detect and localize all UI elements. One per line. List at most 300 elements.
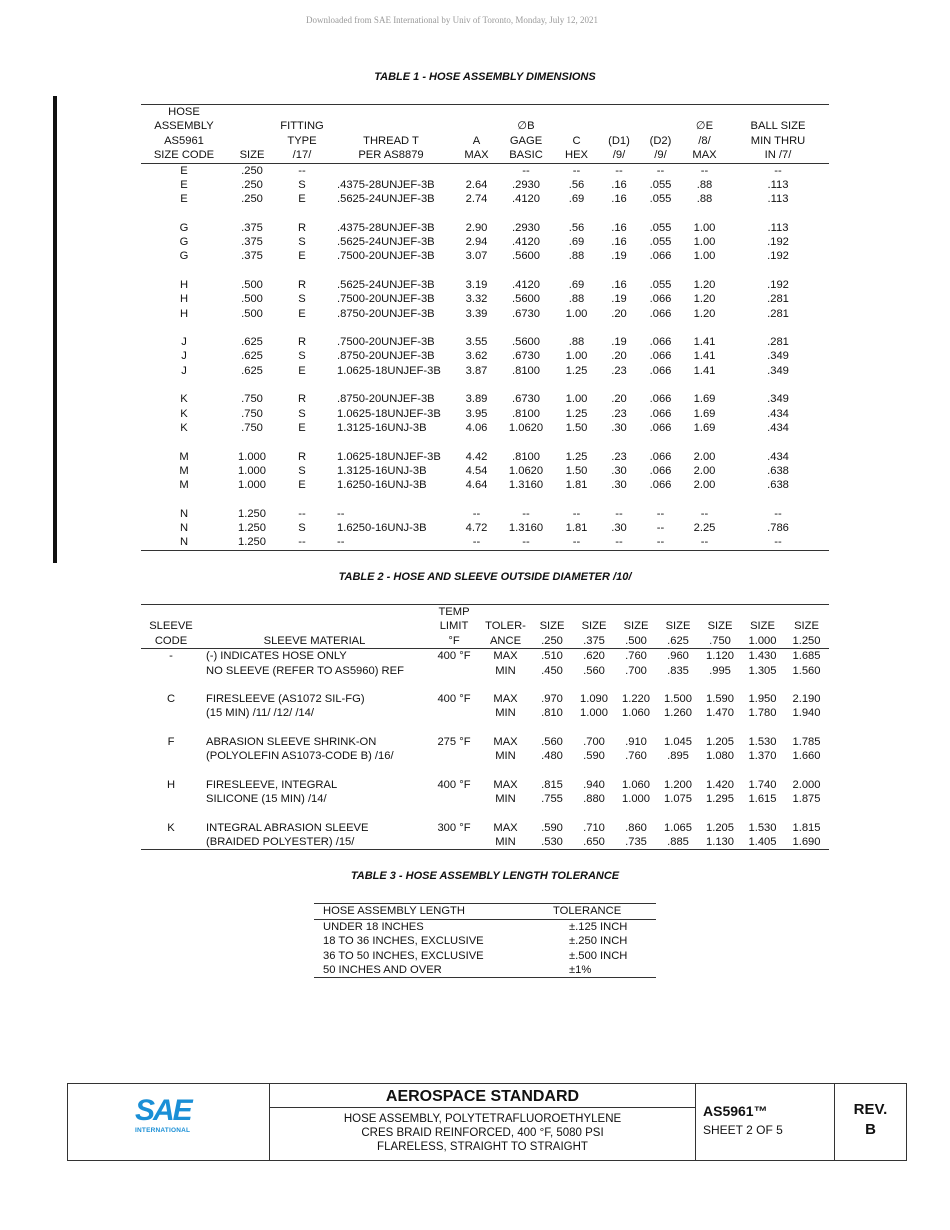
table-cell: .066 — [649, 250, 672, 263]
table-cell: .940 — [583, 778, 605, 791]
table-cell: -- — [615, 164, 623, 177]
table-cell: MIN — [495, 750, 516, 763]
sheet-number: SHEET 2 OF 5 — [703, 1123, 783, 1137]
table-row — [141, 292, 829, 306]
table-cell: 1.41 — [693, 336, 716, 349]
table-cell: R — [297, 450, 307, 463]
column-header-line: HOSE — [168, 106, 200, 118]
column-header-line: SIZE — [623, 620, 649, 633]
table-row — [141, 792, 829, 806]
table-cell: 1.250 — [238, 507, 266, 520]
table-cell: 1.69 — [693, 393, 716, 406]
table-row — [314, 934, 656, 948]
group-spacer — [141, 435, 829, 449]
table-cell: 1.205 — [706, 821, 734, 834]
table-cell: S — [298, 350, 306, 363]
table-cell: .066 — [649, 450, 672, 463]
table-cell: .835 — [667, 664, 689, 677]
table-cell: 1.470 — [706, 707, 734, 720]
table-cell: 1.3160 — [508, 479, 544, 492]
table-cell: 1.660 — [792, 750, 821, 763]
table-row — [141, 521, 829, 535]
table-row — [141, 664, 829, 678]
table1-title: TABLE 1 - HOSE ASSEMBLY DIMENSIONS — [374, 71, 596, 83]
table-row — [141, 649, 829, 664]
table-cell: .530 — [541, 836, 563, 849]
group-spacer — [141, 264, 829, 278]
table-cell: .19 — [611, 336, 627, 349]
table-cell: .066 — [649, 421, 672, 434]
table-cell: E — [298, 250, 306, 263]
table-cell: 3.39 — [465, 307, 488, 320]
table-row — [141, 421, 829, 435]
table-cell: -- — [656, 522, 665, 535]
table-row — [141, 364, 829, 378]
column-header-line: C — [572, 134, 581, 147]
description-line: FLARELESS, STRAIGHT TO STRAIGHT — [377, 1141, 588, 1153]
column-header-line: .750 — [709, 634, 731, 647]
table-cell: FIRESLEEVE, INTEGRAL — [206, 778, 338, 791]
table-cell: .055 — [649, 236, 672, 249]
table-cell: 1.250 — [238, 522, 266, 535]
table-cell: .375 — [241, 236, 263, 249]
table-cell: .880 — [583, 793, 605, 806]
table-cell: 1.785 — [792, 736, 821, 748]
table-cell: .055 — [649, 178, 672, 191]
table-row — [141, 178, 829, 192]
table-cell: H — [179, 279, 189, 291]
table-cell — [327, 163, 455, 178]
table-cell: 1.045 — [664, 736, 692, 748]
table-row — [141, 249, 829, 263]
table-cell: 4.72 — [465, 522, 488, 535]
column-header-line: °F — [448, 634, 460, 647]
table-cell: M — [179, 464, 189, 477]
column-header-line: MIN THRU — [750, 134, 806, 147]
table-row — [141, 407, 829, 421]
column-header-line: TYPE — [287, 134, 317, 147]
table-cell: .192 — [767, 279, 789, 291]
table-cell: .500 — [241, 307, 263, 320]
column-header-line: /9/ — [612, 149, 626, 162]
table-cell: 1.41 — [693, 364, 716, 377]
table-cell: -- — [572, 536, 581, 549]
table-cell: .590 — [583, 750, 605, 763]
column-header-line: TOLER- — [485, 620, 526, 633]
table-cell: 1.0625-18UNJEF-3B — [337, 364, 441, 377]
table-cell: -- — [615, 536, 623, 549]
table-cell: E — [180, 193, 188, 206]
table-cell: 2.90 — [465, 221, 488, 234]
table-cell: R — [297, 221, 307, 234]
table-cell: .4375-28UNJEF-3B — [337, 221, 435, 234]
standard-description-cell — [270, 1084, 696, 1160]
table-cell: .625 — [241, 350, 263, 363]
table-cell: 1.685 — [792, 650, 821, 663]
table-cell: .375 — [241, 250, 263, 263]
table-cell: 2.25 — [693, 522, 716, 535]
column-header — [141, 605, 201, 649]
table-cell: S — [298, 178, 306, 191]
column-header-line: TEMP — [438, 606, 470, 618]
table-cell: -- — [656, 507, 665, 520]
table-cell: .281 — [767, 336, 789, 349]
table-cell: .23 — [611, 450, 627, 463]
column-header-line: SIZE — [794, 620, 819, 633]
table-cell: .281 — [767, 307, 789, 320]
table-cell: G — [179, 250, 189, 263]
table-cell: -- — [522, 536, 530, 549]
table-cell: 1.940 — [792, 707, 821, 720]
table-cell: .192 — [767, 236, 789, 249]
standard-description — [270, 1108, 695, 1154]
table-cell: MIN — [495, 793, 516, 806]
table-cell: .860 — [625, 821, 647, 834]
table-cell: MAX — [493, 821, 518, 834]
table-row — [141, 192, 829, 206]
column-header-line: /8/ — [698, 134, 711, 147]
column-header-line: ANCE — [489, 634, 522, 647]
table-row — [314, 920, 656, 935]
table-row — [141, 335, 829, 349]
column-header: TOLERANCE — [533, 904, 656, 920]
table-cell: .19 — [611, 293, 627, 306]
table-row — [141, 478, 829, 492]
table-cell: SILICONE (15 MIN) /14/ — [206, 793, 327, 806]
description-line: CRES BRAID REINFORCED, 400 °F, 5080 PSI — [361, 1127, 604, 1139]
table-row — [141, 349, 829, 363]
column-header: HOSE ASSEMBLY LENGTH — [314, 904, 533, 920]
table-cell: .750 — [241, 421, 263, 434]
column-header-line: ASSEMBLY — [154, 120, 214, 133]
column-header — [327, 105, 455, 164]
table-cell: ±1% — [569, 963, 592, 976]
table-cell: 1.0620 — [508, 421, 544, 434]
table-cell: 2.00 — [693, 464, 716, 477]
table-cell: 1.00 — [565, 393, 588, 406]
standard-type: AEROSPACE STANDARD — [270, 1084, 695, 1108]
table-cell: 1.6250-16UNJ-3B — [337, 479, 427, 492]
table-cell: -- — [700, 536, 709, 549]
table-cell: 1.250 — [238, 536, 266, 549]
table-row — [141, 392, 829, 406]
table-cell: .590 — [541, 821, 563, 834]
table-cell: 1.370 — [748, 750, 777, 763]
table-cell: 3.55 — [465, 336, 488, 349]
table-cell: .066 — [649, 336, 672, 349]
table-cell — [141, 835, 201, 850]
logo-cell — [68, 1084, 270, 1160]
table-cell: 3.87 — [465, 364, 488, 377]
table-cell: UNDER 18 INCHES — [323, 921, 424, 933]
column-header-line: .625 — [667, 634, 689, 647]
column-header — [141, 105, 227, 164]
group-spacer — [141, 764, 829, 778]
table-cell — [428, 835, 480, 850]
table-cell: 1.0620 — [508, 464, 544, 477]
table-cell: 1.00 — [693, 236, 716, 249]
table-cell: .815 — [541, 778, 563, 791]
table-cell: 1.00 — [693, 250, 716, 263]
table-cell: .20 — [611, 307, 627, 320]
table-cell: .4120 — [512, 279, 540, 291]
table-cell: -- — [298, 164, 306, 177]
table-cell: 1.065 — [664, 821, 692, 834]
table-cell: .700 — [583, 736, 605, 748]
table-cell: .995 — [709, 664, 731, 677]
table-cell: 1.00 — [565, 307, 588, 320]
table-cell: 2.00 — [693, 450, 716, 463]
table-cell: 3.07 — [465, 250, 488, 263]
column-header-line: LIMIT — [439, 620, 469, 633]
table-row — [141, 235, 829, 249]
table-cell: .066 — [649, 364, 672, 377]
table-cell: .055 — [649, 279, 672, 291]
table-row — [141, 692, 829, 706]
table-cell: .2930 — [512, 221, 540, 234]
title-block — [67, 1083, 907, 1161]
table-cell: 3.32 — [465, 293, 488, 306]
table-cell: 50 INCHES AND OVER — [323, 963, 442, 976]
table-cell: N — [179, 536, 189, 549]
table-cell: 400 °F — [437, 693, 471, 706]
table-cell: 2.64 — [465, 178, 488, 191]
table-cell: .066 — [649, 293, 672, 306]
table-cell: .755 — [541, 793, 563, 806]
table-cell: 1.590 — [706, 693, 734, 706]
table-cell: 1.00 — [693, 221, 716, 234]
table-cell: .760 — [625, 750, 647, 763]
table-cell: 2.000 — [792, 778, 821, 791]
table-cell: 3.89 — [465, 393, 488, 406]
hose-assembly-dimensions-table — [141, 104, 829, 551]
table-cell: ±.500 INCH — [569, 949, 628, 962]
table-cell: .786 — [767, 522, 789, 535]
table-cell: (POLYOLEFIN AS1073-CODE B) /16/ — [206, 750, 394, 763]
table-cell: 1.20 — [693, 279, 716, 291]
table-cell: 1.000 — [622, 793, 650, 806]
column-header — [573, 605, 615, 649]
table-cell: 1.090 — [580, 693, 608, 706]
table-cell: .16 — [611, 221, 627, 234]
table-cell: .113 — [767, 221, 789, 234]
table-cell: 3.19 — [465, 279, 488, 291]
table-cell: ±.125 INCH — [569, 921, 628, 933]
table-cell: MAX — [493, 693, 518, 706]
table-cell — [141, 706, 201, 720]
table-cell: .500 — [241, 279, 263, 291]
table-cell: -- — [572, 164, 581, 177]
table-cell: 1.530 — [748, 821, 777, 834]
table-cell: .970 — [541, 693, 563, 706]
column-header-line: MAX — [464, 149, 489, 162]
table-cell: .434 — [767, 407, 789, 420]
table-cell: .4120 — [512, 193, 540, 206]
table-cell: .69 — [568, 279, 585, 291]
column-header — [227, 105, 277, 164]
table-cell: 1.120 — [706, 650, 734, 663]
table-cell: .810 — [541, 707, 563, 720]
table-cell: .19 — [611, 250, 627, 263]
table-cell: 2.74 — [465, 193, 488, 206]
column-header — [699, 605, 741, 649]
table-cell: .4120 — [512, 236, 540, 249]
change-bar — [53, 96, 57, 563]
table-cell: .20 — [611, 350, 627, 363]
table-cell: .250 — [241, 193, 263, 206]
column-header-line: SIZE — [665, 620, 691, 633]
table-cell: 2.190 — [792, 693, 821, 706]
table-cell: .434 — [767, 421, 789, 434]
table-cell: .560 — [541, 736, 563, 748]
table-cell: .5625-24UNJEF-3B — [337, 193, 435, 206]
column-header — [277, 105, 327, 164]
table-cell: 1.000 — [238, 450, 266, 463]
table-cell: 275 °F — [437, 736, 471, 748]
table-row — [141, 307, 829, 321]
table-cell: .113 — [767, 193, 789, 206]
column-header — [480, 605, 531, 649]
table-cell: .192 — [767, 250, 789, 263]
column-header-line: FITTING — [280, 120, 324, 133]
column-header-line: SIZE CODE — [153, 149, 215, 162]
column-header — [455, 105, 498, 164]
table-cell: .066 — [649, 393, 672, 406]
table-cell: K — [180, 421, 188, 434]
length-tolerance-table — [314, 903, 656, 978]
table-cell: .5600 — [512, 293, 540, 306]
group-spacer — [141, 721, 829, 735]
table-cell: 1.560 — [792, 664, 821, 677]
table-cell: .650 — [583, 836, 605, 849]
column-header — [554, 105, 599, 164]
table-cell — [428, 706, 480, 720]
table-cell: -- — [700, 164, 709, 177]
download-notice: Downloaded from SAE International by Univ of Toronto, Monday, July 12, 2021 — [305, 15, 599, 25]
table-cell: J — [181, 350, 187, 363]
table-cell: 400 °F — [437, 778, 471, 791]
table-cell: -- — [522, 507, 530, 520]
column-header — [639, 105, 682, 164]
table-cell: NO SLEEVE (REFER TO AS5960) REF — [206, 664, 404, 677]
table-cell — [455, 163, 498, 178]
table-cell: .281 — [767, 293, 789, 306]
table-cell: 1.20 — [693, 293, 716, 306]
table-cell: 1.25 — [565, 450, 588, 463]
column-header-line: BASIC — [509, 149, 543, 162]
table-cell: 1.615 — [748, 793, 777, 806]
table-cell: .4375-28UNJEF-3B — [337, 178, 435, 191]
table-cell: .8750-20UNJEF-3B — [337, 307, 435, 320]
column-header-line: HEX — [564, 149, 588, 162]
table-row — [314, 949, 656, 963]
table-cell: 1.50 — [565, 464, 588, 477]
table-cell: -- — [656, 536, 665, 549]
table-cell: .16 — [611, 178, 627, 191]
column-header-line: CODE — [154, 634, 188, 647]
table-row — [141, 507, 829, 521]
table-cell: -- — [774, 536, 782, 549]
table-cell: -- — [298, 507, 306, 520]
document-number: AS5961™ — [703, 1103, 768, 1119]
table-cell: .30 — [611, 522, 627, 535]
table-cell: .56 — [568, 178, 585, 191]
table-cell: .23 — [611, 407, 627, 420]
column-header — [599, 105, 639, 164]
column-header-line: .500 — [625, 634, 647, 647]
table-cell: .8100 — [512, 364, 540, 377]
table-cell: S — [298, 464, 306, 477]
table-row — [141, 450, 829, 464]
table-cell: J — [181, 336, 187, 349]
table-cell: .480 — [541, 750, 563, 763]
table-cell: 1.075 — [664, 793, 692, 806]
table-cell: 1.130 — [706, 836, 734, 849]
table-cell: 1.740 — [748, 778, 777, 791]
table2-title: TABLE 2 - HOSE AND SLEEVE OUTSIDE DIAMETER /10/ — [338, 571, 632, 583]
column-header-line: /9/ — [654, 149, 667, 162]
table-cell: .750 — [241, 407, 263, 420]
table-cell: 1.295 — [706, 793, 734, 806]
table-cell: -- — [774, 164, 782, 177]
table-cell: MAX — [493, 778, 518, 791]
table-row — [141, 778, 829, 792]
table-cell: 1.81 — [565, 522, 588, 535]
table-cell: 1.220 — [622, 693, 650, 706]
column-header — [657, 605, 699, 649]
table-cell: -- — [656, 164, 665, 177]
table-cell: .055 — [649, 221, 672, 234]
column-header-line: .250 — [541, 634, 563, 647]
table-cell: 1.875 — [792, 793, 821, 806]
table-cell: E — [298, 364, 306, 377]
table-cell: -- — [572, 507, 581, 520]
table-cell: 1.780 — [748, 707, 777, 720]
sae-logo-subtitle: INTERNATIONAL — [135, 1127, 191, 1134]
table-cell: .349 — [767, 393, 789, 406]
table-cell: E — [298, 479, 306, 492]
table-cell: 2.00 — [693, 479, 716, 492]
table-cell: FIRESLEEVE (AS1072 SIL-FG) — [206, 693, 365, 706]
table-cell: 1.25 — [565, 364, 588, 377]
table-cell: 1.3125-16UNJ-3B — [337, 421, 427, 434]
column-header-line: SIZE — [581, 620, 607, 633]
table-cell: 1.950 — [748, 693, 777, 706]
table-cell: .2930 — [512, 178, 540, 191]
table-cell: 1.530 — [748, 736, 777, 748]
table-cell: (15 MIN) /11/ /12/ /14/ — [206, 707, 314, 720]
table-row — [141, 163, 829, 178]
table3-title: TABLE 3 - HOSE ASSEMBLY LENGTH TOLERANCE — [350, 870, 620, 882]
table-cell: 1.81 — [565, 479, 588, 492]
column-header-line: SIZE — [707, 620, 733, 633]
table-cell: 1.000 — [580, 707, 608, 720]
column-header-line: SIZE — [239, 149, 265, 162]
table-cell: .250 — [241, 178, 263, 191]
table-cell: 1.000 — [238, 479, 266, 492]
table-cell: 4.42 — [465, 450, 488, 463]
hose-sleeve-diameter-table — [141, 604, 829, 850]
table-cell: .055 — [649, 193, 672, 206]
table-cell: K — [180, 393, 188, 406]
table-cell: 3.95 — [465, 407, 488, 420]
table-cell: .625 — [241, 336, 263, 349]
table-cell: R — [297, 336, 307, 349]
table-cell: MAX — [493, 736, 518, 748]
table-cell: .88 — [568, 293, 585, 306]
table-cell: S — [298, 236, 306, 249]
column-header-line: /17/ — [292, 149, 312, 162]
